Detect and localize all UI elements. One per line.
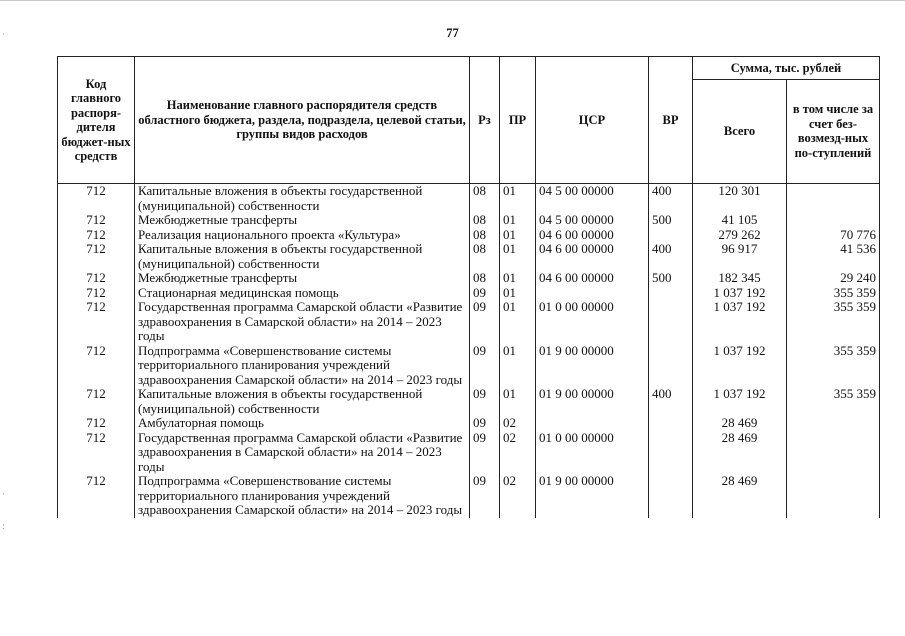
cell-total: 1 037 192 — [693, 344, 787, 388]
cell-pr: 01 — [500, 228, 536, 243]
cell-name: Подпрограмма «Совершенствование системы территориального планирования учреждений здравоохранения Самарской области» на 2014 – 2023 годы — [135, 344, 470, 388]
cell-incl — [787, 184, 880, 214]
cell-code: 712 — [58, 286, 135, 301]
cell-pr: 01 — [500, 242, 536, 271]
cell-pr: 01 — [500, 286, 536, 301]
cell-csr — [536, 416, 649, 431]
cell-vr: 400 — [649, 184, 693, 214]
cell-rz: 09 — [470, 431, 500, 475]
cell-rz: 09 — [470, 344, 500, 388]
header-sum: Сумма, тыс. рублей — [693, 57, 880, 80]
cell-rz: 09 — [470, 387, 500, 416]
cell-vr: 500 — [649, 271, 693, 286]
cell-incl — [787, 431, 880, 475]
cell-csr: 01 9 00 00000 — [536, 387, 649, 416]
cell-rz: 09 — [470, 300, 500, 344]
cell-csr: 04 6 00 00000 — [536, 271, 649, 286]
cell-pr: 02 — [500, 474, 536, 518]
header-vr: ВР — [649, 57, 693, 184]
cell-vr — [649, 286, 693, 301]
cell-name: Государственная программа Самарской области «Развитие здравоохранения в Самарской области» на 2014 – 2023 годы — [135, 431, 470, 475]
cell-csr: 04 5 00 00000 — [536, 213, 649, 228]
cell-code: 712 — [58, 344, 135, 388]
cell-total: 28 469 — [693, 474, 787, 518]
cell-total: 28 469 — [693, 416, 787, 431]
header-total: Всего — [693, 79, 787, 183]
cell-csr — [536, 286, 649, 301]
header-csr: ЦСР — [536, 57, 649, 184]
cell-incl — [787, 416, 880, 431]
scan-margin-mark: · — [2, 30, 5, 40]
cell-code: 712 — [58, 271, 135, 286]
cell-total: 28 469 — [693, 431, 787, 475]
header-incl: в том числе за счет без-возмезд-ных по-ступлений — [787, 79, 880, 183]
cell-vr — [649, 228, 693, 243]
cell-rz: 08 — [470, 271, 500, 286]
cell-name: Амбулаторная помощь — [135, 416, 470, 431]
table-header — [58, 57, 880, 184]
cell-total: 41 105 — [693, 213, 787, 228]
cell-pr: 01 — [500, 387, 536, 416]
cell-name: Стационарная медицинская помощь — [135, 286, 470, 301]
cell-incl — [787, 474, 880, 518]
cell-total: 182 345 — [693, 271, 787, 286]
cell-incl — [787, 213, 880, 228]
cell-pr: 01 — [500, 271, 536, 286]
cell-rz: 08 — [470, 242, 500, 271]
cell-total: 96 917 — [693, 242, 787, 271]
cell-code: 712 — [58, 474, 135, 518]
table-row — [58, 344, 880, 388]
cell-name: Капитальные вложения в объекты государственной (муниципальной) собственности — [135, 242, 470, 271]
cell-code: 712 — [58, 387, 135, 416]
budget-table — [57, 56, 880, 518]
cell-code: 712 — [58, 416, 135, 431]
cell-vr — [649, 416, 693, 431]
top-rule — [0, 0, 905, 1]
table-row — [58, 416, 880, 431]
cell-name: Капитальные вложения в объекты государственной (муниципальной) собственности — [135, 387, 470, 416]
cell-incl: 355 359 — [787, 286, 880, 301]
cell-pr: 02 — [500, 416, 536, 431]
cell-vr: 500 — [649, 213, 693, 228]
cell-code: 712 — [58, 228, 135, 243]
cell-vr — [649, 300, 693, 344]
cell-pr: 02 — [500, 431, 536, 475]
header-rz: Рз — [470, 57, 500, 184]
cell-csr: 01 9 00 00000 — [536, 344, 649, 388]
cell-vr — [649, 474, 693, 518]
cell-csr: 04 5 00 00000 — [536, 184, 649, 214]
table-row — [58, 387, 880, 416]
cell-rz: 09 — [470, 286, 500, 301]
cell-vr — [649, 344, 693, 388]
cell-total: 1 037 192 — [693, 387, 787, 416]
cell-csr: 04 6 00 00000 — [536, 242, 649, 271]
cell-csr: 01 9 00 00000 — [536, 474, 649, 518]
cell-pr: 01 — [500, 184, 536, 214]
cell-name: Реализация национального проекта «Культура» — [135, 228, 470, 243]
cell-name: Подпрограмма «Совершенствование системы территориального планирования учреждений здравоохранения Самарской области» на 2014 – 2023 годы — [135, 474, 470, 518]
cell-code: 712 — [58, 184, 135, 214]
header-code: Код главного распоря-дителя бюджет-ных средств — [58, 57, 135, 184]
table-body — [58, 184, 880, 518]
cell-incl: 70 776 — [787, 228, 880, 243]
cell-code: 712 — [58, 242, 135, 271]
cell-incl: 355 359 — [787, 387, 880, 416]
table-row — [58, 242, 880, 271]
cell-name: Межбюджетные трансферты — [135, 271, 470, 286]
table-row — [58, 286, 880, 301]
cell-incl: 355 359 — [787, 300, 880, 344]
cell-total: 1 037 192 — [693, 286, 787, 301]
scan-margin-mark: · — [2, 490, 5, 500]
table-row — [58, 271, 880, 286]
cell-rz: 08 — [470, 228, 500, 243]
cell-incl: 355 359 — [787, 344, 880, 388]
cell-pr: 01 — [500, 300, 536, 344]
cell-pr: 01 — [500, 213, 536, 228]
cell-name: Межбюджетные трансферты — [135, 213, 470, 228]
cell-pr: 01 — [500, 344, 536, 388]
page-number: 77 — [446, 26, 459, 40]
cell-vr: 400 — [649, 387, 693, 416]
cell-rz: 08 — [470, 213, 500, 228]
cell-total: 120 301 — [693, 184, 787, 214]
table-row — [58, 300, 880, 344]
cell-name: Капитальные вложения в объекты государственной (муниципальной) собственности — [135, 184, 470, 214]
cell-vr — [649, 431, 693, 475]
cell-rz: 08 — [470, 184, 500, 214]
cell-code: 712 — [58, 300, 135, 344]
cell-code: 712 — [58, 213, 135, 228]
table-row — [58, 213, 880, 228]
cell-incl: 41 536 — [787, 242, 880, 271]
table-row — [58, 228, 880, 243]
cell-rz: 09 — [470, 416, 500, 431]
scan-margin-mark: : — [2, 522, 6, 532]
table-row — [58, 431, 880, 475]
cell-csr: 01 0 00 00000 — [536, 300, 649, 344]
cell-code: 712 — [58, 431, 135, 475]
header-pr: ПР — [500, 57, 536, 184]
cell-total: 279 262 — [693, 228, 787, 243]
cell-rz: 09 — [470, 474, 500, 518]
cell-csr: 01 0 00 00000 — [536, 431, 649, 475]
table-row — [58, 184, 880, 214]
cell-csr: 04 6 00 00000 — [536, 228, 649, 243]
cell-incl: 29 240 — [787, 271, 880, 286]
table-row — [58, 474, 880, 518]
header-name: Наименование главного распорядителя средств областного бюджета, раздела, подраздела, целевой статьи, группы видов расходов — [135, 57, 470, 184]
cell-name: Государственная программа Самарской области «Развитие здравоохранения в Самарской области» на 2014 – 2023 годы — [135, 300, 470, 344]
cell-total: 1 037 192 — [693, 300, 787, 344]
cell-vr: 400 — [649, 242, 693, 271]
